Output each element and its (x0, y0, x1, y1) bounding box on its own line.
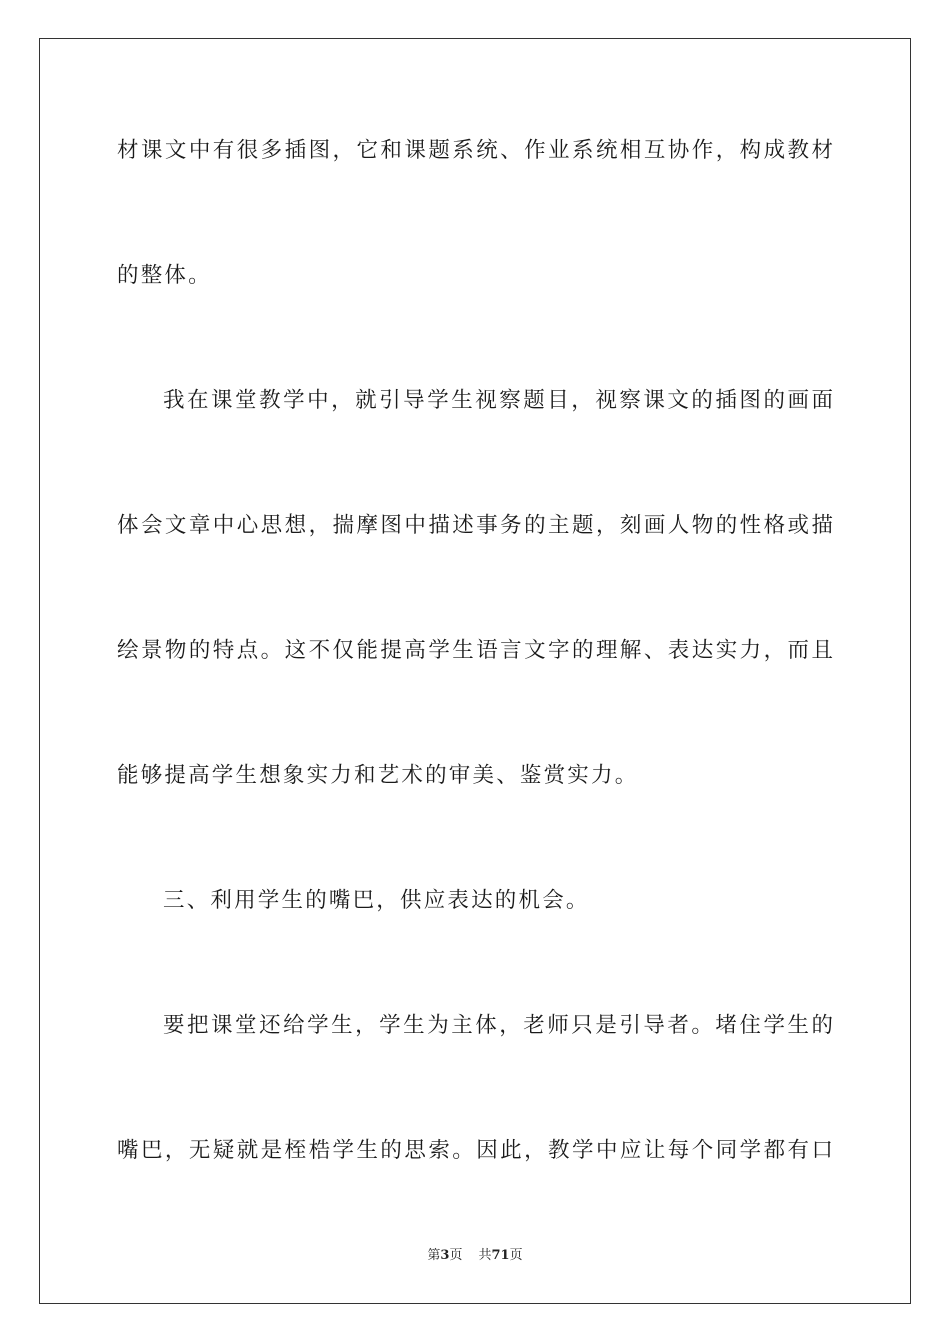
total-pages: 71 (491, 1248, 510, 1263)
page-border (39, 38, 911, 1304)
text-line-2: 的整体。 (117, 263, 212, 288)
text-line-9: 嘴巴，无疑就是桎梏学生的思索。因此，教学中应让每个同学都有口 (117, 1138, 833, 1163)
page-footer (0, 1247, 950, 1265)
paragraph-start-line: 我在课堂教学中，就引导学生视察题目，视察课文的插图的画面 (163, 388, 833, 413)
page-prefix: 第 (427, 1248, 441, 1263)
page-suffix: 页 (449, 1248, 463, 1263)
text-line-1: 材课文中有很多插图，它和课题系统、作业系统相互协作，构成教材 (117, 138, 833, 163)
text-line-4: 体会文章中心思想，揣摩图中描述事务的主题，刻画人物的性格或描 (117, 513, 833, 538)
section-heading: 三、利用学生的嘴巴，供应表达的机会。 (163, 888, 590, 913)
text-line-5: 绘景物的特点。这不仅能提高学生语言文字的理解、表达实力，而且 (117, 638, 833, 663)
total-prefix: 共 (478, 1248, 492, 1263)
paragraph-start-line-2: 要把课堂还给学生，学生为主体，老师只是引导者。堵住学生的 (163, 1013, 833, 1038)
text-line-6: 能够提高学生想象实力和艺术的审美、鉴赏实力。 (117, 763, 639, 788)
page-number: 3 (440, 1248, 450, 1263)
total-suffix: 页 (509, 1248, 523, 1263)
